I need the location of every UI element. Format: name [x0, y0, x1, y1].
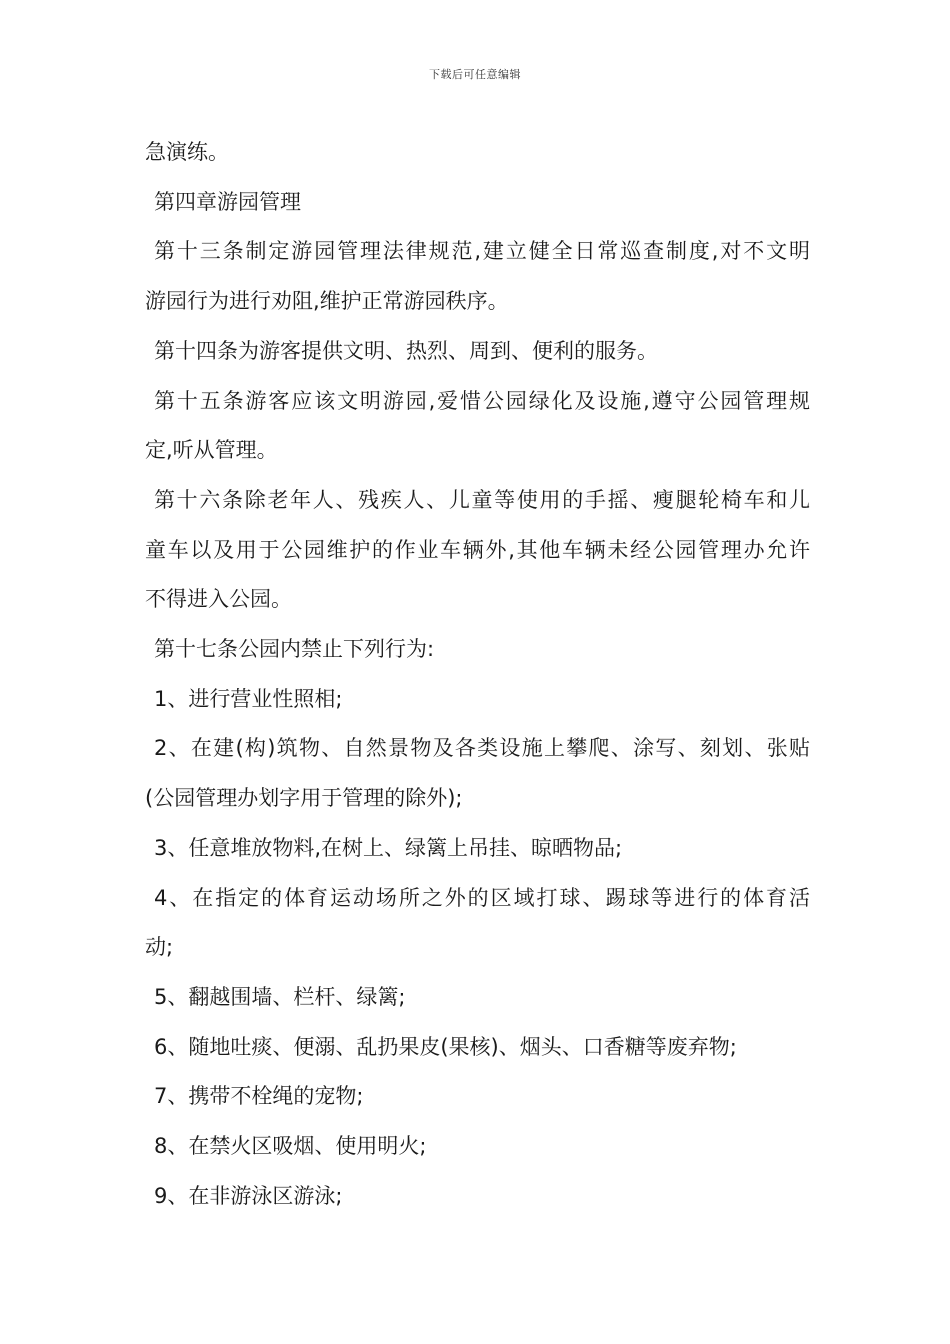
text-line: 第十七条公园内禁止下列行为: — [154, 637, 435, 662]
text-line: 第十六条除老年人、残疾人、儿童等使用的手摇、瘦腿轮椅车和儿 — [154, 487, 810, 512]
list-item: 2、在建(构)筑物、自然景物及各类设施上攀爬、涂写、刻划、张贴 — [154, 736, 810, 761]
text-line: 第十四条为游客提供文明、热烈、周到、便利的服务。 — [154, 338, 658, 363]
list-item: 1、进行营业性照相; — [154, 686, 343, 711]
chapter-heading: 第四章游园管理 — [154, 189, 301, 214]
list-item: 8、在禁火区吸烟、使用明火; — [154, 1134, 427, 1159]
page-header: 下载后可任意编辑 — [429, 68, 521, 81]
text-line: 不得进入公园。 — [145, 587, 292, 612]
list-item: 4、在指定的体育运动场所之外的区域打球、踢球等进行的体育活 — [154, 885, 810, 910]
text-line: 急演练。 — [145, 140, 229, 164]
list-item: 9、在非游泳区游泳; — [154, 1183, 343, 1208]
text-line: 动; — [145, 935, 174, 960]
text-line: 童车以及用于公园维护的作业车辆外,其他车辆未经公园管理办允许 — [145, 537, 810, 562]
text-line: (公园管理办划字用于管理的除外); — [145, 786, 463, 811]
list-item: 5、翻越围墙、栏杆、绿篱; — [154, 984, 406, 1009]
text-line: 游园行为进行劝阻,维护正常游园秩序。 — [145, 289, 509, 314]
text-line: 定,听从管理。 — [145, 438, 278, 463]
list-item: 7、携带不栓绳的宠物; — [154, 1084, 364, 1109]
text-line: 第十五条游客应该文明游园,爱惜公园绿化及设施,遵守公园管理规 — [154, 388, 810, 413]
list-item: 3、任意堆放物料,在树上、绿篱上吊挂、晾晒物品; — [154, 835, 623, 860]
text-line: 第十三条制定游园管理法律规范,建立健全日常巡查制度,对不文明 — [154, 239, 810, 264]
document-body — [145, 128, 810, 1221]
list-item: 6、随地吐痰、便溺、乱扔果皮(果核)、烟头、口香糖等废弃物; — [154, 1034, 737, 1059]
